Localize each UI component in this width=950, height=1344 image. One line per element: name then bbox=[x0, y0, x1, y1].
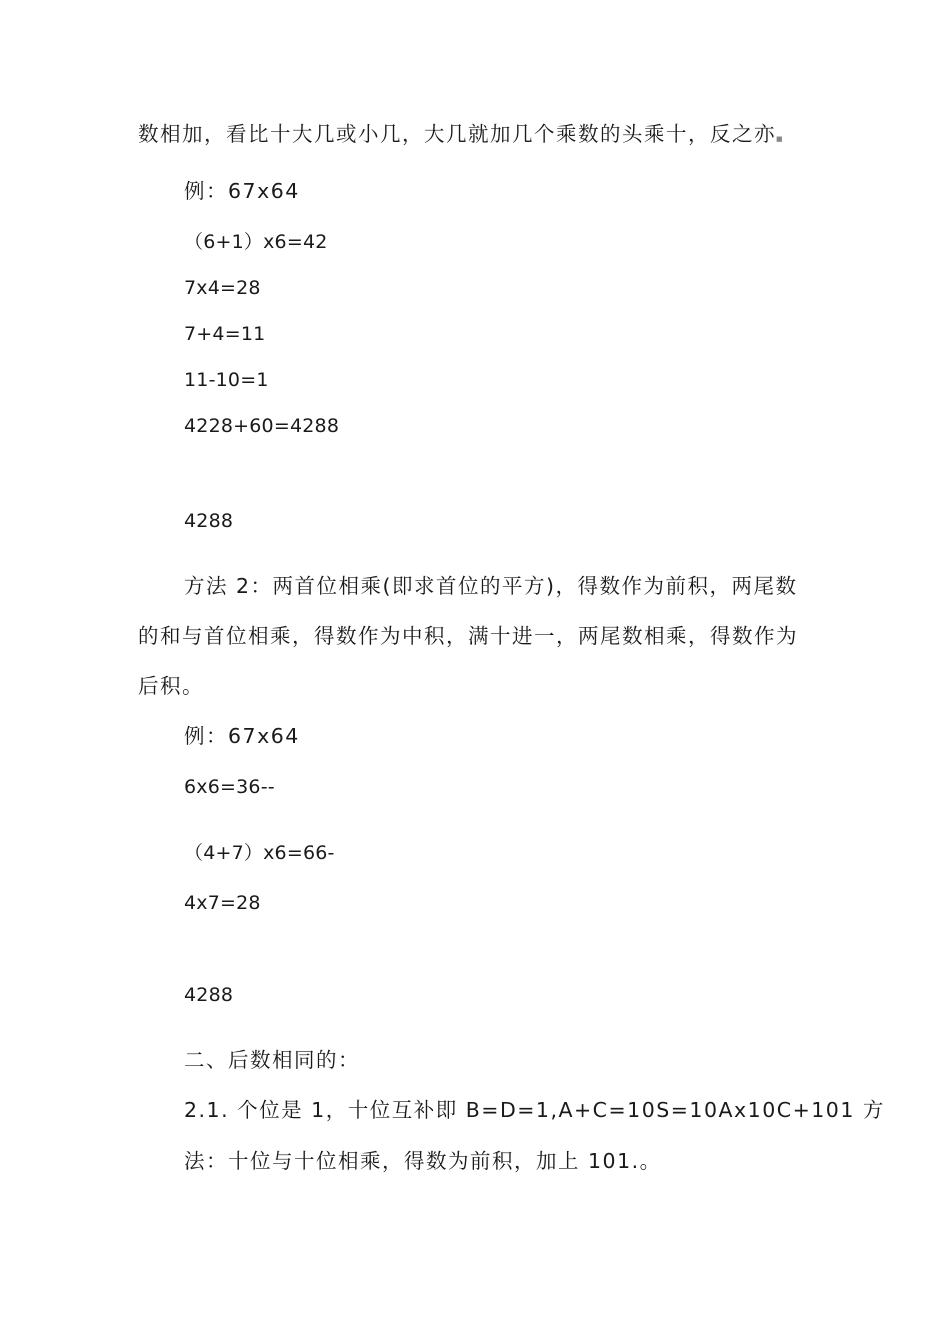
example2-step: 4x7=28 bbox=[184, 892, 261, 914]
example1-label: 例：67x64 bbox=[184, 179, 300, 203]
example1-step: 4228+60=4288 bbox=[184, 415, 340, 437]
example1-step: 7x4=28 bbox=[184, 277, 261, 299]
method2-line: 后积。 bbox=[138, 674, 204, 698]
section2-line: 2.1. 个位是 1，十位互补即 B=D=1,A+C=10S=10Ax10C+101 方 bbox=[184, 1098, 885, 1122]
example1-result: 4288 bbox=[184, 510, 234, 532]
intro-text: 数相加，看比十大几或小几，大几就加几个乘数的头乘十，反之亦 bbox=[138, 122, 776, 146]
example2-step: 6x6=36-- bbox=[184, 776, 275, 798]
paragraph-mark-icon: ■ bbox=[776, 135, 785, 143]
method2-line: 的和与首位相乘，得数作为中积，满十进一，两尾数相乘，得数作为 bbox=[138, 624, 798, 648]
example2-result: 4288 bbox=[184, 984, 234, 1006]
example1-step: （6+1）x6=42 bbox=[184, 231, 328, 253]
example2-step: （4+7）x6=66- bbox=[184, 842, 335, 864]
section2-line: 法：十位与十位相乘，得数为前积，加上 101.。 bbox=[184, 1149, 662, 1173]
method2-line: 方法 2：两首位相乘(即求首位的平方)，得数作为前积，两尾数 bbox=[184, 574, 798, 598]
section2-heading: 二、后数相同的： bbox=[184, 1048, 360, 1072]
example1-step: 11-10=1 bbox=[184, 369, 269, 391]
example1-step: 7+4=11 bbox=[184, 323, 266, 345]
intro-line bbox=[138, 121, 784, 152]
example2-label: 例：67x64 bbox=[184, 724, 300, 748]
